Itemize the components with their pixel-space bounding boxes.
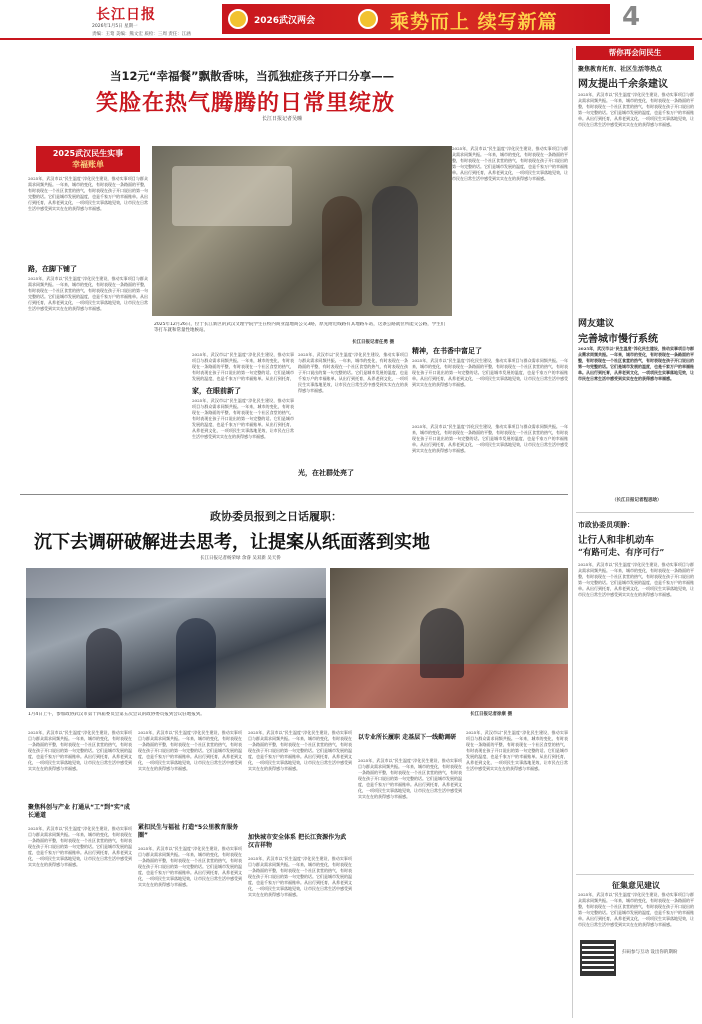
section-divider xyxy=(20,494,568,495)
second-subhead-b: 紧扣民生与福祉 打造“5公里教育服务圈” xyxy=(138,824,239,839)
second-photo-right xyxy=(330,568,568,708)
lead-subhead-road: 路，在脚下铺了 xyxy=(28,265,77,273)
lead-subhead-home: 家，在眼前新了 xyxy=(192,387,241,395)
right-headline-4: 让行人和非机动车 xyxy=(578,535,655,546)
second-column-5: 2025年，武汉市以“民生温度”淬化民生建设，推动实事项目与群众需求同频共振。一年来，城市的变化，有时表现在一条路面的平整，有时表现在一个社区食堂的热气，有时表现在孩子开口说出的第一句完整的话。它们是城市发展的温度，也是千家万户的幸福账单。从出行到托育，从养老到文化，一项项民生实事落地见效，让市民在日常生活中感受到实实在在的获得感与幸福感。 xyxy=(466,730,568,771)
second-headline: 沉下去调研破解进去思考，让提案从纸面落到实地 xyxy=(34,532,430,553)
lead-photo xyxy=(152,146,452,316)
lead-byline: 长江日报记者吴曈 xyxy=(262,116,303,122)
lead-tag-box xyxy=(36,146,140,172)
delegate-figure xyxy=(86,628,122,708)
right-headline-1: 网友提出千余条建议 xyxy=(578,79,668,90)
qr-caption: 扫码参与互动 设出你的期盼 xyxy=(622,950,678,955)
right-notice-text: 2025年，武汉市以“民生温度”淬化民生建设，推动实事项目与群众需求同频共振。一年来，城市的变化，有时表现在一条路面的平整，有时表现在一个社区食堂的热气，有时表现在孩子开口说出的第一句完整的话。它们是城市发展的温度，也是千家万户的幸福账单。从出行到托育，从养老到文化，一项项民生实事落地见效，让市民在日常生活中感受到实实在在的获得感与幸福感。 xyxy=(578,892,694,927)
right-note-title: 市政协委员项静： xyxy=(578,521,634,529)
right-divider-1 xyxy=(576,512,694,513)
party-emblem-icon xyxy=(228,9,248,29)
right-text-2: 2025年，武汉市以“民生温度”淬化民生建设，推动实事项目与群众需求同频共振。一年来，城市的变化，有时表现在一条路面的平整，有时表现在一个社区食堂的热气，有时表现在孩子开口说出的第一句完整的话。它们是城市发展的温度，也是千家万户的幸福账单。从出行到托育，从养老到文化，一项项民生实事落地见效，让市民在日常生活中感受到实实在在的获得感与幸福感。 xyxy=(578,346,694,381)
second-byline: 长江日报记者杨荣绿 余睿 吴双新 吴天侨 xyxy=(200,556,281,561)
lead-column-4b: 2025年，武汉市以“民生温度”淬化民生建设，推动实事项目与群众需求同频共振。一年来，城市的变化，有时表现在一条路面的平整，有时表现在一个社区食堂的热气，有时表现在孩子开口说出的第一句完整的话。它们是城市发展的温度，也是千家万户的幸福账单。从出行到托育，从养老到文化，一项项民生实事落地见效，让市民在日常生活中感受到实实在在的获得感与幸福感。 xyxy=(412,358,568,387)
delegate-figure-3 xyxy=(420,608,464,678)
right-headline-2: 网友建议 xyxy=(578,319,615,329)
lead-photo-credit: 长江日报记者任勇 摄 xyxy=(352,340,395,345)
right-section-tag-label: 帮你再会问民生 xyxy=(608,48,662,57)
lead-column-2a: 2025年，武汉市以“民生温度”淬化民生建设，推动实事项目与群众需求同频共振。一年来，城市的变化，有时表现在一条路面的平整，有时表现在一个社区食堂的热气，有时表现在孩子开口说出的第一句完整的话。它们是城市发展的温度，也是千家万户的幸福账单。从出行到托育， xyxy=(192,352,294,381)
lead-tag-title: 2025武汉民生实事 xyxy=(52,149,124,158)
lead-column-1b: 2025年，武汉市以“民生温度”淬化民生建设，推动实事项目与群众需求同频共振。一年来，城市的变化，有时表现在一条路面的平整，有时表现在一个社区食堂的热气，有时表现在孩子开口说出的第一句完整的话。它们是城市发展的温度，也是千家万户的幸福账单。从出行到托育，从养老到文化，一项项民生实事落地见效，让市民在日常生活中感受到实实在在的获得感与幸福感。 xyxy=(28,276,148,311)
lead-headline: 笑脸在热气腾腾的日常里绽放 xyxy=(96,90,396,116)
second-subhead-c: 加快城市安全体系 把长江资源作为武汉吉祥物 xyxy=(248,834,347,849)
right-byline: （长江日报记者程思晗） xyxy=(612,498,662,503)
right-headline-5: “有路可走、有序可行” xyxy=(578,548,665,558)
second-kicker: 政协委员报到之日话履职： xyxy=(210,510,342,523)
passenger-figure-2 xyxy=(372,186,418,306)
hall-light-shape xyxy=(26,568,326,598)
second-column-3a: 2025年，武汉市以“民生温度”淬化民生建设，推动实事项目与群众需求同频共振。一年来，城市的变化，有时表现在一条路面的平整，有时表现在一个社区食堂的热气，有时表现在孩子开口说出的第一句完整的话。它们是城市发展的温度，也是千家万户的幸福账单。从出行到托育，从养老到文化，一项项民生实事落地见效，让市民在日常生活中感受到实实在在的获得感与幸福感。 xyxy=(248,730,352,771)
second-caption-right: 长江日报记者徐康 摄 xyxy=(470,712,513,717)
second-column-4: 2025年，武汉市以“民生温度”淬化民生建设，推动实事项目与群众需求同频共振。一年来，城市的变化，有时表现在一条路面的平整，有时表现在一个社区食堂的热气，有时表现在孩子开口说出的第一句完整的话。它们是城市发展的温度，也是千家万户的幸福账单。从出行到托育，从养老到文化，一项项民生实事落地见效，让市民在日常生活中感受到实实在在的获得感与幸福感。 xyxy=(358,758,462,799)
right-section-tag xyxy=(576,46,694,60)
right-column-divider xyxy=(572,48,573,1018)
page-number: 4 xyxy=(622,2,641,32)
masthead xyxy=(0,0,702,40)
right-divider-2 xyxy=(576,874,694,875)
lead-column-4a: 2025年，武汉市以“民生温度”淬化民生建设，推动实事项目与群众需求同频共振。一年来，城市的变化，有时表现在一条路面的平整，有时表现在一个社区食堂的热气，有时表现在孩子开口说出的第一句完整的话。它们是城市发展的温度，也是千家万户的幸福账单。从出行到托育，从养老到文化，一项项民生实事落地见效，让市民在日常生活中感受到实实在在的获得感与幸福感。 xyxy=(452,146,568,181)
party-emblem-icon-2 xyxy=(358,9,378,29)
second-column-2b: 2025年，武汉市以“民生温度”淬化民生建设，推动实事项目与群众需求同频共振。一年来，城市的变化，有时表现在一条路面的平整，有时表现在一个社区食堂的热气，有时表现在孩子开口说出的第一句完整的话。它们是城市发展的温度，也是千家万户的幸福账单。从出行到托育，从养老到文化，一项项民生实事落地见效，让市民在日常生活中感受到实实在在的获得感与幸福感。 xyxy=(138,846,242,887)
second-subhead-d: 以专业所长履职 走基层下一线勤调研 xyxy=(358,734,457,741)
passenger-figure xyxy=(322,196,362,306)
lead-column-3: 2025年，武汉市以“民生温度”淬化民生建设，推动实事项目与群众需求同频共振。一年来，城市的变化，有时表现在一条路面的平整，有时表现在一个社区食堂的热气，有时表现在孩子开口说出的第一句完整的话。它们是城市发展的温度，也是千家万户的幸福账单。从出行到托育，从养老到文化，一项项民生实事落地见效，让市民在日常生活中感受到实实在在的获得感与幸福感。 xyxy=(298,352,408,393)
editor-line: 责编：王莺 美编：熊文宏 质检：三周 责任：江涵 xyxy=(92,32,191,37)
lead-subhead-light: 光，在社群处亮了 xyxy=(298,469,354,477)
lead-column-2b: 2025年，武汉市以“民生温度”淬化民生建设，推动实事项目与群众需求同频共振。一年来，城市的变化，有时表现在一条路面的平整，有时表现在一个社区食堂的热气，有时表现在孩子开口说出的第一句完整的话。它们是城市发展的温度，也是千家万户的幸福账单。从出行到托育，从养老到文化，一项项民生实事落地见效，让市民在日常生活中感受到实实在在的获得感与幸福感。 xyxy=(192,398,294,439)
right-headline-3: 完善城市慢行系统 xyxy=(578,334,658,345)
banner-slogan: 乘势而上 续写新篇 xyxy=(390,11,558,33)
lead-subhead-spirit: 精神，在书香中富足了 xyxy=(412,347,482,355)
lead-kicker: 当12元“幸福餐”飘散香味，当孤独症孩子开口分享—— xyxy=(110,69,395,83)
right-intro: 聚焦教育托育、社区生活等热点 xyxy=(578,66,663,73)
lead-tag-subtitle: 幸福账单 xyxy=(72,160,104,169)
second-column-1b: 2025年，武汉市以“民生温度”淬化民生建设，推动实事项目与群众需求同频共振。一年来，城市的变化，有时表现在一条路面的平整，有时表现在一个社区食堂的热气，有时表现在孩子开口说出的第一句完整的话。它们是城市发展的温度，也是千家万户的幸福账单。从出行到托育，从养老到文化，一项项民生实事落地见效，让市民在日常生活中感受到实实在在的获得感与幸福感。 xyxy=(28,826,132,867)
lead-column-1a: 2025年，武汉市以“民生温度”淬化民生建设，推动实事项目与群众需求同频共振。一年来，城市的变化，有时表现在一条路面的平整，有时表现在一个社区食堂的热气，有时表现在孩子开口说出的第一句完整的话。它们是城市发展的温度，也是千家万户的幸福账单。从出行到托育，从养老到文化，一项项民生实事落地见效，让市民在日常生活中感受到实实在在的获得感与幸福感。 xyxy=(28,176,148,211)
second-caption-left: 1月4日上午，参加政协武汉市第十四届委员会第五次会议的政协委员报到会议驻地报到。 xyxy=(28,712,205,717)
delegate-figure-2 xyxy=(176,618,216,708)
second-column-1a: 2025年，武汉市以“民生温度”淬化民生建设，推动实事项目与群众需求同频共振。一年来，城市的变化，有时表现在一条路面的平整，有时表现在一个社区食堂的热气，有时表现在孩子开口说出的第一句完整的话。它们是城市发展的温度，也是千家万户的幸福账单。从出行到托育，从养老到文化，一项项民生实事落地见效，让市民在日常生活中感受到实实在在的获得感与幸福感。 xyxy=(28,730,132,771)
right-notice-title: 征集意见建议 xyxy=(612,881,660,890)
bus-window-shape xyxy=(172,166,292,226)
lead-photo-caption: 2025年12月26日，位于长江新区的武汉文理学院学生在校内商业湿地商公交3路，原先附近线路有其地路车站，这条公路就位所能交公路，学生们等打车就和常量性地候站。 xyxy=(154,322,446,333)
second-column-3b: 2025年，武汉市以“民生温度”淬化民生建设，推动实事项目与群众需求同频共振。一年来，城市的变化，有时表现在一条路面的平整，有时表现在一个社区食堂的热气，有时表现在孩子开口说出的第一句完整的话。它们是城市发展的温度，也是千家万户的幸福账单。从出行到托育，从养老到文化，一项项民生实事落地见效，让市民在日常生活中感受到实实在在的获得感与幸福感。 xyxy=(248,856,352,897)
banner-box xyxy=(222,4,610,34)
newspaper-logo: 长江日报 xyxy=(96,7,156,23)
banner-left-label: 2026武汉两会 xyxy=(254,16,316,26)
issue-date: 2026年1月5日 星期一 xyxy=(92,24,138,29)
right-text-1: 2025年，武汉市以“民生温度”淬化民生建设，推动实事项目与群众需求同频共振。一年来，城市的变化，有时表现在一条路面的平整，有时表现在一个社区食堂的热气，有时表现在孩子开口说出的第一句完整的话。它们是城市发展的温度，也是千家万户的幸福账单。从出行到托育，从养老到文化，一项项民生实事落地见效，让市民在日常生活中感受到实实在在的获得感与幸福感。 xyxy=(578,92,694,127)
lead-column-5: 2025年，武汉市以“民生温度”淬化民生建设，推动实事项目与群众需求同频共振。一年来，城市的变化，有时表现在一条路面的平整，有时表现在一个社区食堂的热气，有时表现在孩子开口说出的第一句完整的话。它们是城市发展的温度，也是千家万户的幸福账单。从出行到托育，从养老到文化，一项项民生实事落地见效，让市民在日常生活中感受到实实在在的获得感与幸福感。 xyxy=(412,424,568,453)
qr-code-icon[interactable] xyxy=(580,940,616,976)
second-photo-left xyxy=(26,568,326,708)
second-subhead-a: 聚焦科创与产业 打通从“工”到“实”成长通道 xyxy=(28,804,130,819)
right-text-3: 2025年，武汉市以“民生温度”淬化民生建设，推动实事项目与群众需求同频共振。一年来，城市的变化，有时表现在一条路面的平整，有时表现在一个社区食堂的热气，有时表现在孩子开口说出的第一句完整的话。它们是城市发展的温度，也是千家万户的幸福账单。从出行到托育，从养老到文化，一项项民生实事落地见效，让市民在日常生活中感受到实实在在的获得感与幸福感。 xyxy=(578,562,694,597)
second-column-2a: 2025年，武汉市以“民生温度”淬化民生建设，推动实事项目与群众需求同频共振。一年来，城市的变化，有时表现在一条路面的平整，有时表现在一个社区食堂的热气，有时表现在孩子开口说出的第一句完整的话。它们是城市发展的温度，也是千家万户的幸福账单。从出行到托育，从养老到文化，一项项民生实事落地见效，让市民在日常生活中感受到实实在在的获得感与幸福感。 xyxy=(138,730,242,771)
